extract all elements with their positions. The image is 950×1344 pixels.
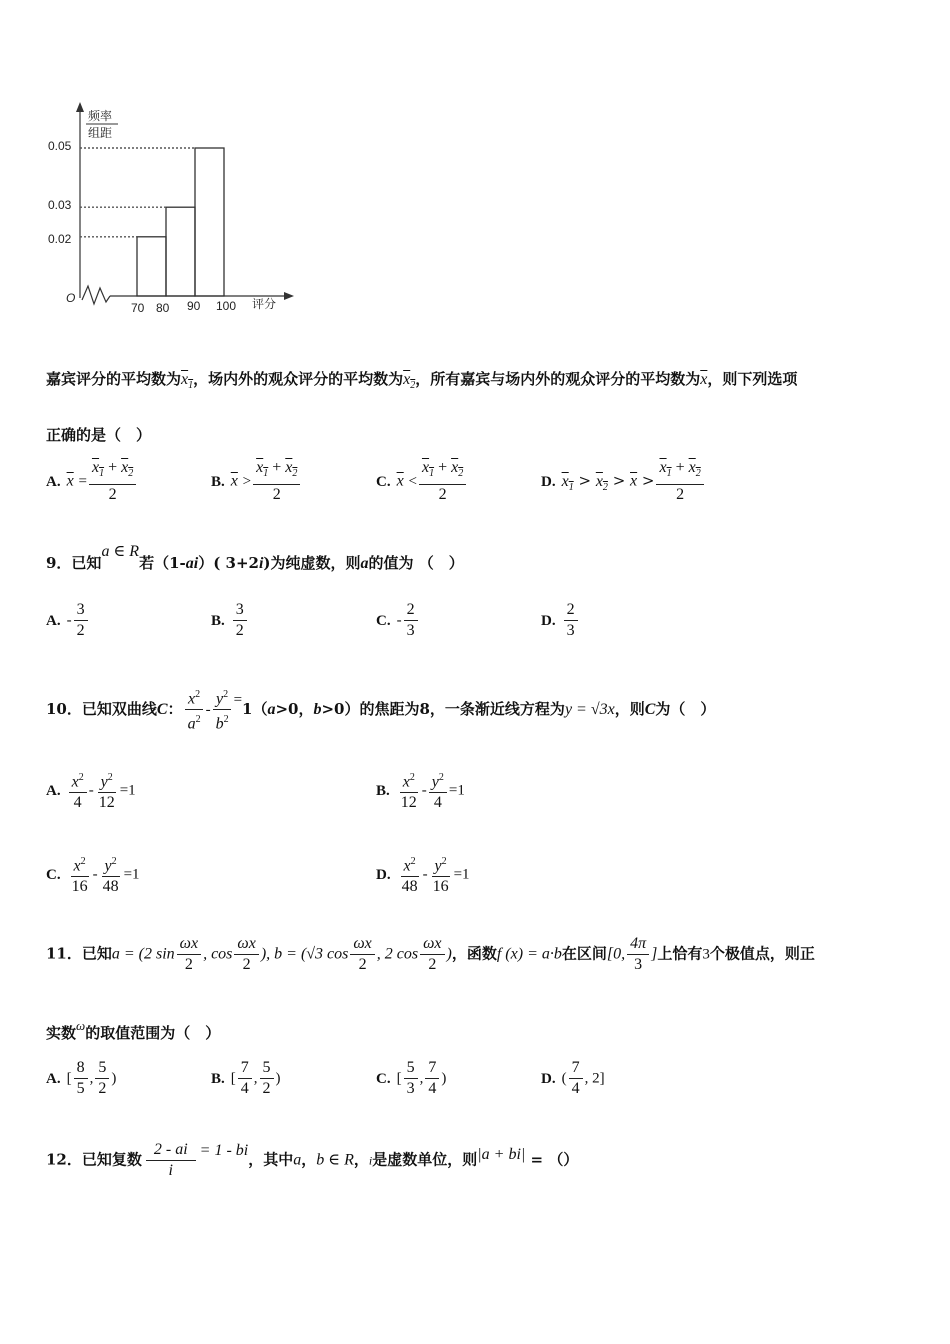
q9-option-a[interactable]: A. - $\frac{3}{2}$ bbox=[46, 600, 90, 641]
histogram-bar-90-100 bbox=[195, 148, 224, 296]
q10-stem: 10．已知双曲线C： $\frac{x^2}{a^2}$ - $\frac{y^2}{b^2}$ =1（a>0，b>0）的焦距为8，一条渐近线方程为y = √3x，则C为（ ） bbox=[46, 685, 715, 735]
x-axis-arrow bbox=[284, 292, 294, 300]
origin-label: O bbox=[66, 291, 76, 305]
q8-stem-a: 嘉宾评分的平均数为 bbox=[46, 370, 182, 388]
q8-option-c[interactable]: C. $\overline{x}$ < $\frac{x_1 + x_2}{2}$ bbox=[376, 458, 468, 505]
q10-option-c[interactable]: C. $\frac{x^2}{16}$ - $\frac{y^2}{48}$ =1 bbox=[46, 852, 140, 897]
q8-xbar: $\overline{x}$ bbox=[700, 371, 708, 388]
q11-option-b[interactable]: B. [ $\frac{7}{4}$ , $\frac{5}{2}$ ) bbox=[211, 1059, 281, 1097]
q8-x1: $x_1$ bbox=[181, 371, 194, 392]
histogram-bar-80-90 bbox=[166, 207, 195, 296]
q8-stem-b: ，场内外的观众评分的平均数为 bbox=[193, 370, 404, 388]
q11-option-a[interactable]: A. [ $\frac{8}{5}$ , $\frac{5}{2}$ ) bbox=[46, 1059, 117, 1097]
ylabel-line1: 频率 bbox=[88, 109, 113, 123]
q10-option-a[interactable]: A. $\frac{x^2}{4}$ - $\frac{y^2}{12}$ =1 bbox=[46, 768, 136, 813]
ylabel-line2: 组距 bbox=[88, 126, 113, 140]
q11-option-c[interactable]: C. [ $\frac{5}{3}$ , $\frac{7}{4}$ ) bbox=[376, 1059, 447, 1097]
q8-option-d[interactable]: D. $x_1 > x_2 > \overline{x}$ > $\frac{x_1 + x_2}{2}$ bbox=[541, 458, 706, 505]
xlabel: 评分 bbox=[252, 297, 277, 311]
ytick-002: 0.02 bbox=[48, 232, 72, 246]
q9-stem: 9．已知a ∈ R若（1-ai）( 3+2i)为纯虚数，则a的值为 （ ） bbox=[46, 543, 464, 572]
q11-stem-line2: 实数ω的取值范围为（ ） bbox=[46, 1018, 221, 1042]
axis-break-zigzag bbox=[82, 286, 110, 304]
q8-option-a[interactable]: A. $\overline{x}$ = $\frac{x_1 + x_2}{2}$ bbox=[46, 458, 138, 505]
q8-option-b[interactable]: B. $\overline{x}$ > $\frac{x_1 + x_2}{2}$ bbox=[211, 458, 302, 505]
xtick-100: 100 bbox=[216, 299, 237, 313]
q8-stem-d: ，则下列选项 bbox=[707, 370, 798, 388]
q11-option-d[interactable]: D. ( $\frac{7}{4}$ , 2] bbox=[541, 1059, 605, 1097]
q11-stem-line1: 11．已知a = (2 sin $\frac{\omega x}{2}$ , cos $\frac{\omega x}{2}$ ), b = (√3 cos $\frac{\omega x}{2}$ , 2 cos $\frac{\omega x}{2}$ )，函数f (x) = a·b在区间[0, $\frac{4\pi}{3}$ ]上恰有3个极值点，则正 bbox=[46, 935, 815, 973]
q12-stem: 12．已知复数 $\frac{2 - ai}{i}$ = 1 - bi，其中a，b ∈ R，i是虚数单位，则|a + bi| = （） bbox=[46, 1141, 579, 1179]
ytick-005: 0.05 bbox=[48, 139, 72, 153]
q8-stem-line1 bbox=[46, 368, 797, 391]
q9-option-c[interactable]: C. - $\frac{2}{3}$ bbox=[376, 600, 420, 641]
histogram-bar-70-80 bbox=[137, 237, 166, 296]
q10-option-d[interactable]: D. $\frac{x^2}{48}$ - $\frac{y^2}{16}$ =1 bbox=[376, 852, 470, 897]
xtick-70: 70 bbox=[131, 301, 145, 315]
ytick-003: 0.03 bbox=[48, 198, 72, 212]
q8-stem-c: ，所有嘉宾与场内外的观众评分的平均数为 bbox=[415, 370, 701, 388]
q9-option-b[interactable]: B. $\frac{3}{2}$ bbox=[211, 600, 249, 641]
q9-option-d[interactable]: D. $\frac{2}{3}$ bbox=[541, 600, 580, 641]
q10-option-b[interactable]: B. $\frac{x^2}{12}$ - $\frac{y^2}{4}$ =1 bbox=[376, 768, 465, 813]
y-axis-arrow bbox=[76, 102, 84, 112]
xtick-80: 80 bbox=[156, 301, 170, 315]
frequency-histogram bbox=[40, 100, 300, 320]
q8-stem-line2: 正确的是（ ） bbox=[46, 426, 152, 444]
xtick-90: 90 bbox=[187, 299, 201, 313]
q8-x2: $x_2$ bbox=[403, 371, 416, 392]
